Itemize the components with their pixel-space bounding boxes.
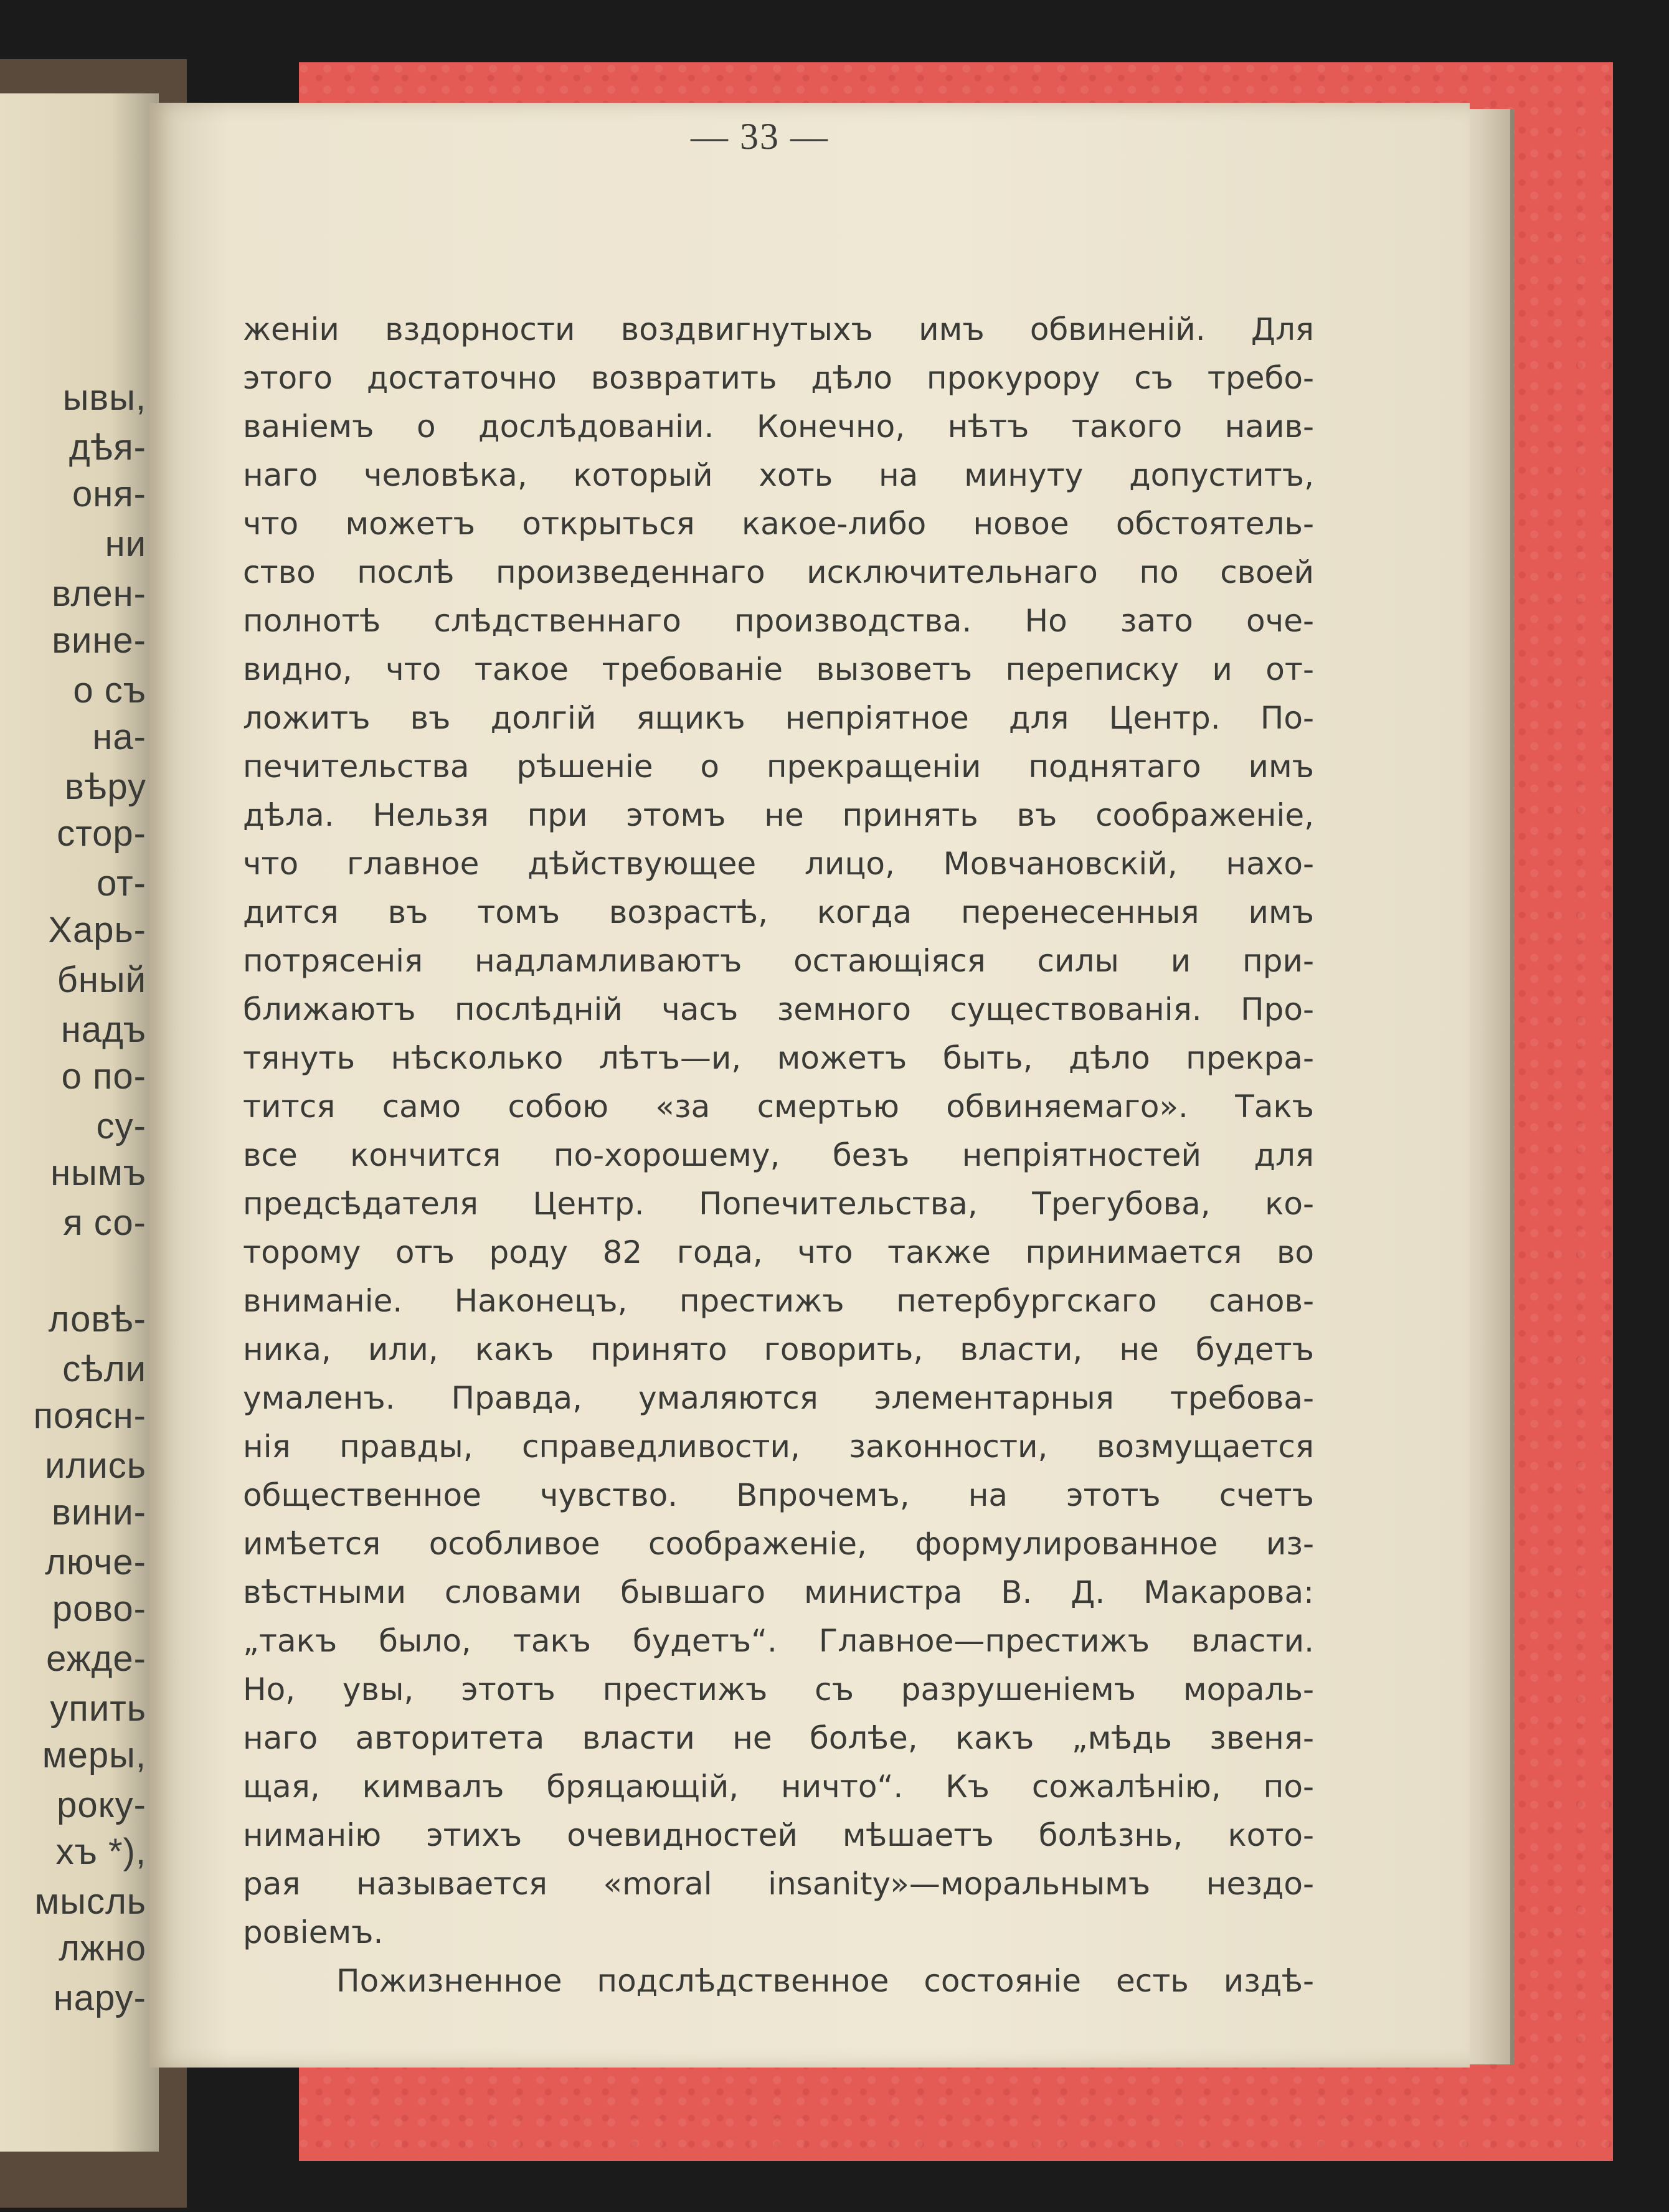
left-page-fragment: ежде-	[46, 1638, 146, 1679]
text-line: ство послѣ произведеннаго исключительнаго по своей	[243, 554, 1314, 590]
text-line: вниманіе. Наконецъ, престижъ петербургскаго санов-	[243, 1283, 1314, 1319]
text-line: общественное чувство. Впрочемъ, на этотъ счетъ	[243, 1477, 1314, 1513]
text-line: дѣла. Нельзя при этомъ не принять въ соображеніе,	[243, 797, 1314, 833]
left-page-fragment: упить	[50, 1688, 146, 1729]
left-page-fragment: рово-	[52, 1589, 146, 1629]
left-page-fragment: дѣя-	[69, 427, 146, 468]
left-page-fragment: меры,	[42, 1735, 146, 1775]
left-page-fragment: о съ	[73, 670, 146, 711]
text-line: дится въ томъ возрастѣ, когда перенесенныя имъ	[243, 894, 1314, 930]
left-page-fragment: хъ *),	[55, 1832, 146, 1872]
left-page-fragment: стор-	[57, 813, 146, 854]
left-page-fragment: ывы,	[62, 377, 146, 418]
text-line: женіи вздорности воздвигнутыхъ имъ обвиненій. Для	[243, 311, 1314, 347]
text-line: Пожизненное подслѣдственное состояніе есть издѣ-	[336, 1963, 1314, 1999]
left-page	[0, 93, 159, 2152]
left-page-fragment: року-	[57, 1785, 146, 1825]
left-page-fragment: мысль	[34, 1881, 146, 1922]
text-line: тится само собою «за смертью обвиняемаго». Такъ	[243, 1089, 1314, 1125]
text-line: нія правды, справедливости, законности, возмущается	[243, 1429, 1314, 1465]
text-line: этого достаточно возвратить дѣло прокурору съ требо-	[243, 360, 1314, 396]
text-line: ближаютъ послѣдній часъ земного существованія. Про-	[243, 991, 1314, 1028]
left-page-fragment: ловѣ-	[48, 1299, 146, 1340]
text-line: наго авторитета власти не болѣе, какъ „мѣдь звеня-	[243, 1720, 1314, 1756]
left-page-fragment: оня-	[72, 474, 146, 514]
text-line: ника, или, какъ принято говорить, власти, не будетъ	[243, 1331, 1314, 1368]
text-line: ниманію этихъ очевидностей мѣшаетъ болѣзнь, кото-	[243, 1817, 1314, 1853]
left-page-fragment: ни	[105, 524, 146, 564]
left-page-fragment: су-	[96, 1106, 146, 1146]
text-line: умаленъ. Правда, умаляются элементарныя требова-	[243, 1380, 1314, 1416]
text-line: что можетъ открыться какое-либо новое обстоятель-	[243, 506, 1314, 542]
text-line: что главное дѣйствующее лицо, Мовчановскій, нахо-	[243, 846, 1314, 882]
left-page-fragment: поясн-	[33, 1396, 146, 1436]
text-line: ваніемъ о дослѣдованіи. Конечно, нѣтъ такого наив-	[243, 409, 1314, 445]
left-page-fragment: вини-	[52, 1492, 146, 1533]
left-page-fragment: от-	[97, 863, 146, 904]
text-line: ложитъ въ долгій ящикъ непріятное для Центр. По-	[243, 700, 1314, 736]
text-line: Но, увы, этотъ престижъ съ разрушеніемъ мораль-	[243, 1671, 1314, 1708]
left-page-fragment: на-	[92, 717, 146, 757]
left-page-fragment: нару-	[53, 1978, 146, 2018]
text-line: полнотѣ слѣдственнаго производства. Но зато оче-	[243, 603, 1314, 639]
text-line: рая называется «moral insanity»—моральнымъ нездо-	[243, 1866, 1314, 1902]
text-line: торому отъ роду 82 года, что также принимается во	[243, 1234, 1314, 1270]
left-page-fragment: нымъ	[50, 1153, 146, 1193]
text-line: щая, кимвалъ бряцающій, ничто“. Къ сожалѣнію, по-	[243, 1769, 1314, 1805]
text-line: ровіемъ.	[243, 1914, 384, 1950]
text-line: тянуть нѣсколько лѣтъ—и, можетъ быть, дѣло прекра-	[243, 1040, 1314, 1076]
text-line: предсѣдателя Центр. Попечительства, Трегубова, ко-	[243, 1186, 1314, 1222]
left-page-fragment: Харь-	[48, 910, 146, 950]
text-line: печительства рѣшеніе о прекращеніи поднятаго имъ	[243, 749, 1314, 785]
left-page-fragment: лжно	[59, 1928, 146, 1969]
text-line: потрясенія надламливаютъ остающіяся силы и при-	[243, 943, 1314, 979]
page-number: — 33 —	[691, 116, 829, 157]
left-page-fragment: сѣли	[62, 1349, 146, 1389]
left-page-fragment: влен-	[52, 574, 146, 614]
text-line: все кончится по-хорошему, безъ непріятностей для	[243, 1137, 1314, 1173]
left-page-fragment: вѣру	[65, 767, 146, 807]
left-page-fragment: надъ	[60, 1009, 146, 1050]
left-page-fragment: ились	[45, 1445, 146, 1486]
text-line: „такъ было, такъ будетъ“. Главное—престижъ власти.	[243, 1623, 1314, 1659]
left-page-fragment: я со-	[63, 1203, 146, 1243]
left-page-fragment: бный	[57, 960, 146, 1000]
text-line: имѣется особливое соображеніе, формулированное из-	[243, 1526, 1314, 1562]
left-page-fragment: вине-	[52, 620, 146, 661]
left-page-fragment: люче-	[45, 1542, 146, 1582]
text-line: вѣстными словами бывшаго министра В. Д. Макарова:	[243, 1574, 1314, 1610]
text-line: наго человѣка, который хоть на минуту допуститъ,	[243, 457, 1314, 493]
text-line: видно, что такое требованіе вызоветъ переписку и от-	[243, 651, 1314, 688]
left-page-fragment: о по-	[61, 1056, 146, 1097]
